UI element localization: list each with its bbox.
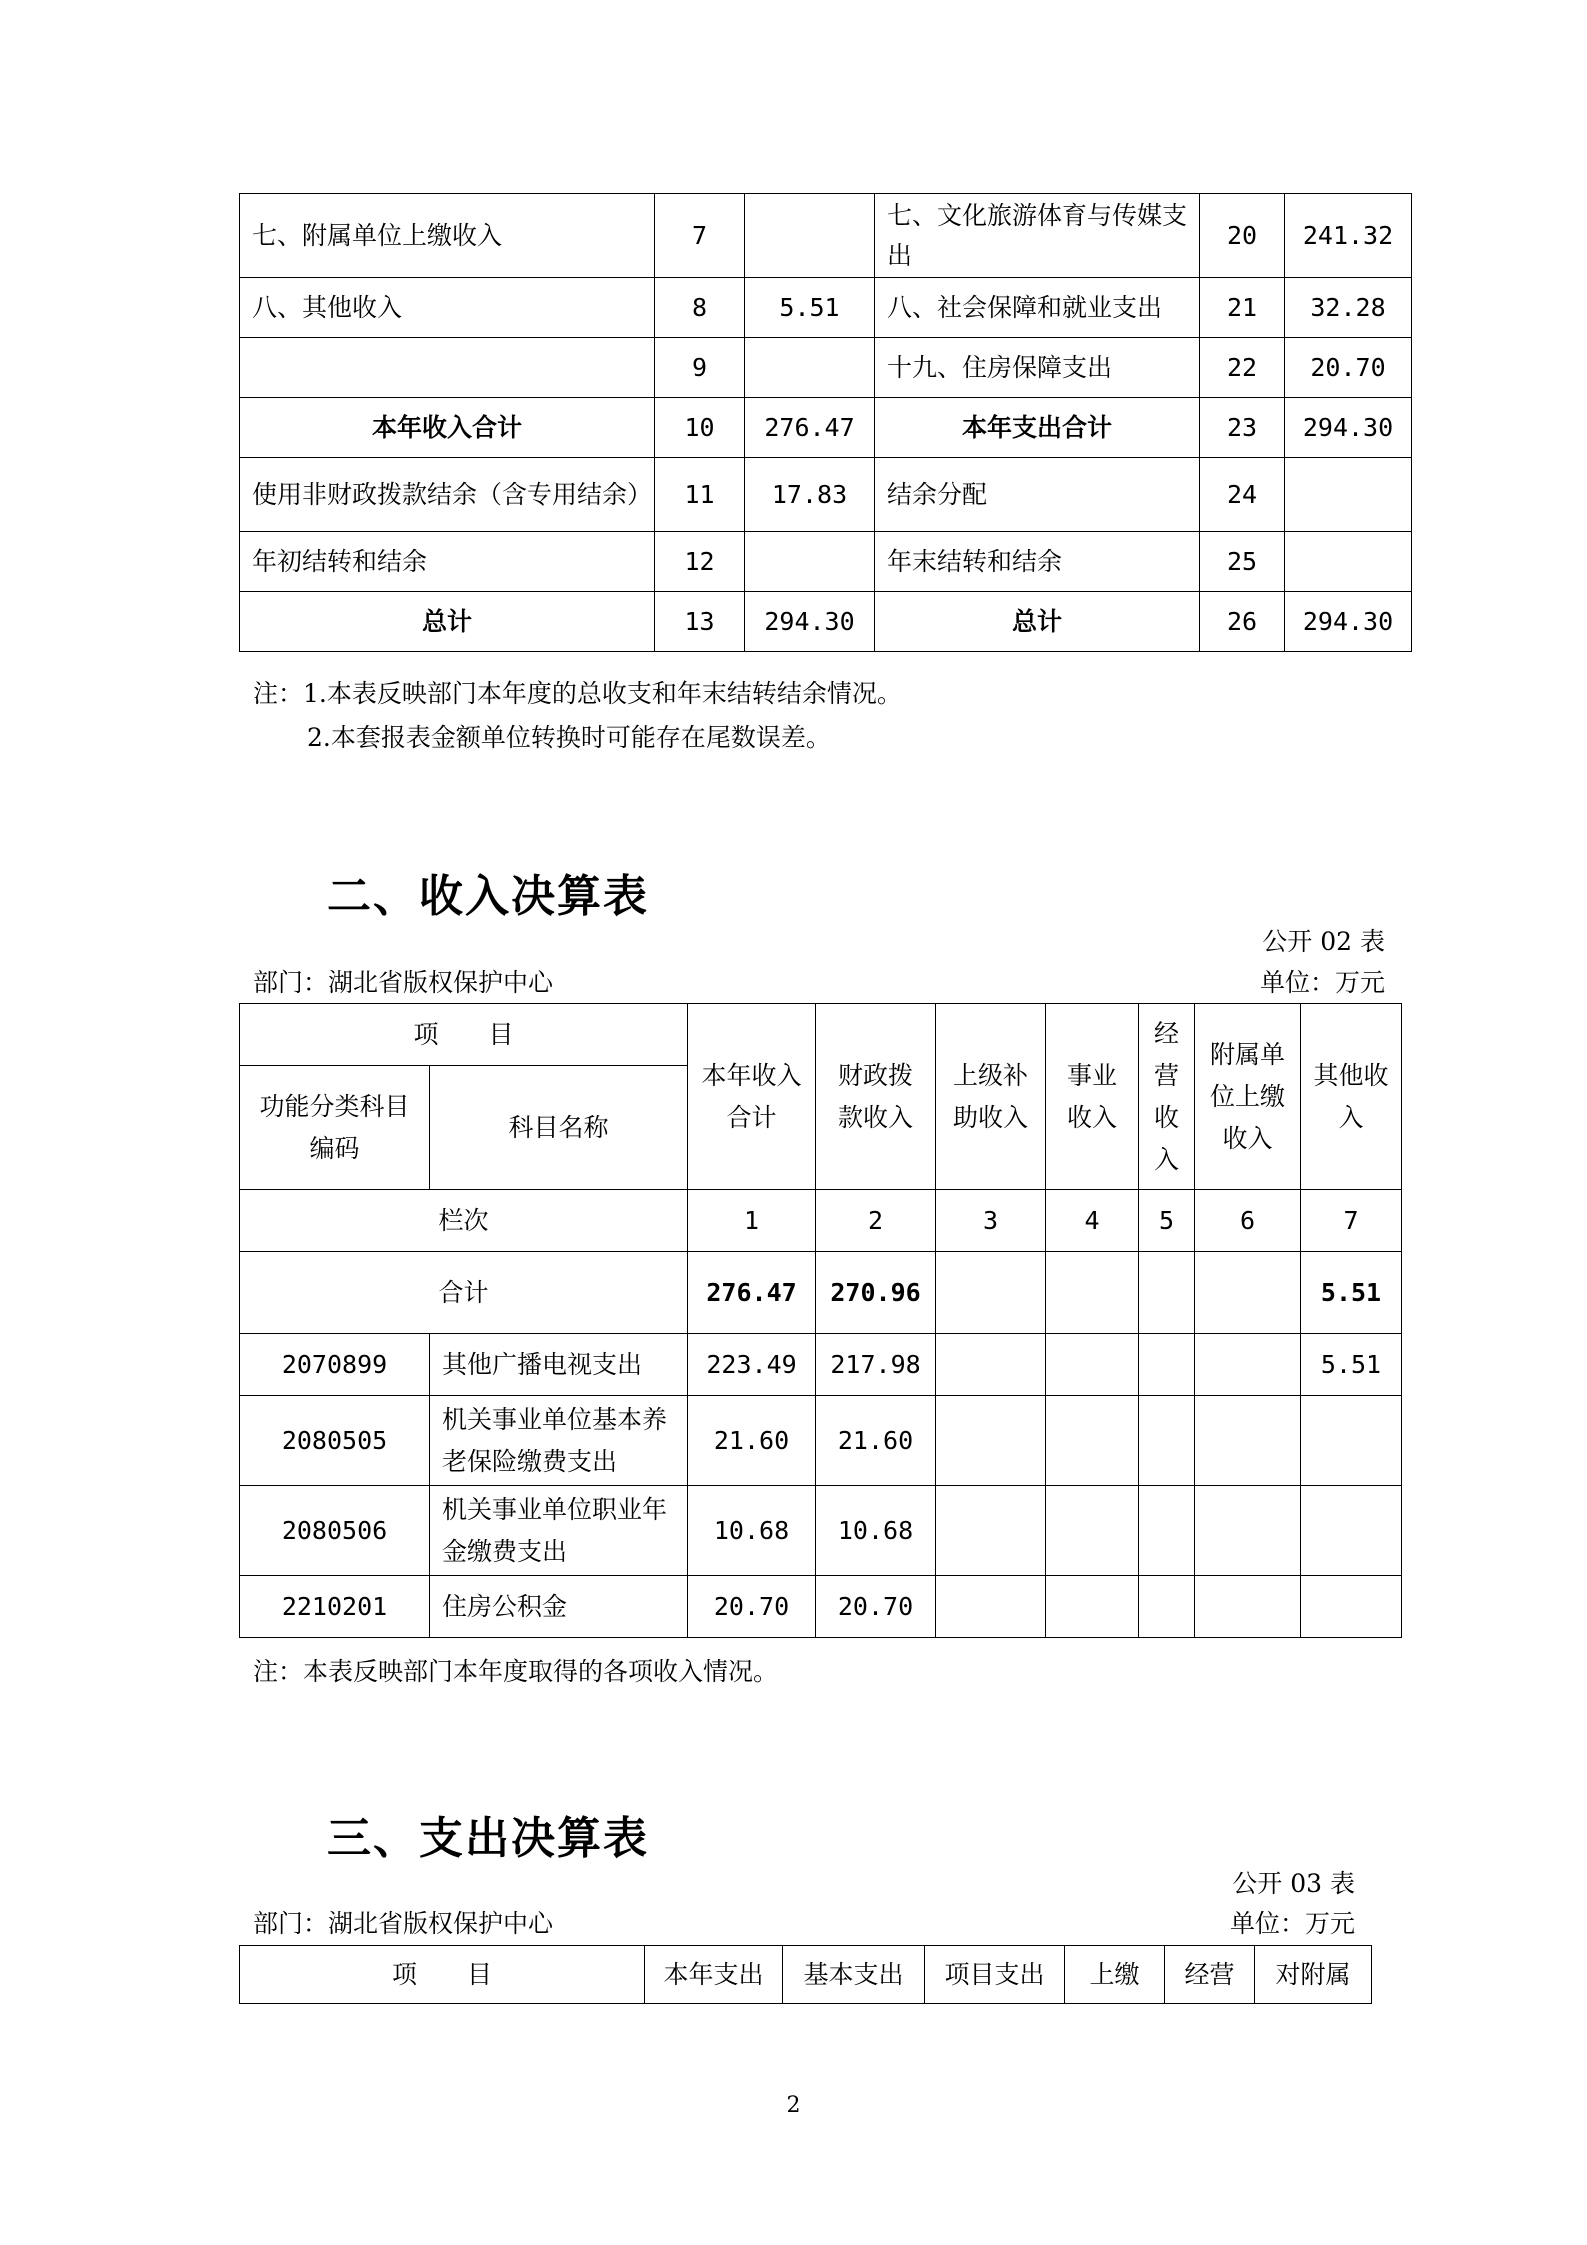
right-amount: 20.70 (1285, 338, 1412, 398)
column-number: 6 (1195, 1190, 1301, 1252)
superior-subsidy (936, 1486, 1046, 1576)
left-line-number: 10 (655, 398, 745, 458)
fiscal-appropriation: 20.70 (816, 1576, 936, 1638)
summary-row (240, 338, 1412, 398)
left-item: 八、其他收入 (240, 278, 655, 338)
right-line-number: 25 (1200, 532, 1285, 592)
header-fiscal-appropriation: 财政拨款收入 (816, 1004, 936, 1190)
left-line-number: 13 (655, 592, 745, 652)
column-number: 2 (816, 1190, 936, 1252)
total-c1: 276.47 (688, 1252, 816, 1334)
right-item: 年末结转和结余 (875, 532, 1200, 592)
business-income (1046, 1486, 1139, 1576)
other-income (1301, 1396, 1402, 1486)
left-amount (745, 338, 875, 398)
table1-note-2: 2.本套报表金额单位转换时可能存在尾数误差。 (307, 723, 831, 752)
total-c2: 270.96 (816, 1252, 936, 1334)
total-row (240, 1252, 1402, 1334)
subject-name: 住房公积金 (430, 1576, 688, 1638)
left-line-number: 8 (655, 278, 745, 338)
column-number: 1 (688, 1190, 816, 1252)
header-operating-income: 经营收入 (1139, 1004, 1195, 1190)
fiscal-appropriation: 10.68 (816, 1486, 936, 1576)
header-remittance: 上缴 (1065, 1946, 1165, 2004)
superior-subsidy (936, 1396, 1046, 1486)
right-line-number: 21 (1200, 278, 1285, 338)
right-amount: 241.32 (1285, 194, 1412, 278)
table1-note-1: 注：1.本表反映部门本年度的总收支和年末结转结余情况。 (253, 679, 902, 708)
total-income: 20.70 (688, 1576, 816, 1638)
right-amount (1285, 532, 1412, 592)
header-item: 项 目 (240, 1946, 645, 2004)
left-line-number: 9 (655, 338, 745, 398)
header-superior-subsidy: 上级补助收入 (936, 1004, 1046, 1190)
subject-code: 2210201 (240, 1576, 430, 1638)
summary-row (240, 592, 1412, 652)
column-number: 7 (1301, 1190, 1402, 1252)
operating-income (1139, 1576, 1195, 1638)
right-line-number: 22 (1200, 338, 1285, 398)
subordinate-income (1195, 1486, 1301, 1576)
subject-code: 2070899 (240, 1334, 430, 1396)
superior-subsidy (936, 1576, 1046, 1638)
summary-row (240, 194, 1412, 278)
right-item: 十九、住房保障支出 (875, 338, 1200, 398)
left-line-number: 7 (655, 194, 745, 278)
summary-row (240, 458, 1412, 532)
right-amount: 294.30 (1285, 398, 1412, 458)
total-income: 223.49 (688, 1334, 816, 1396)
column-number: 5 (1139, 1190, 1195, 1252)
summary-row (240, 532, 1412, 592)
right-line-number: 24 (1200, 458, 1285, 532)
section3-title: 三、支出决算表 (327, 1813, 649, 1864)
header-operating: 经营 (1165, 1946, 1255, 2004)
section3-form-number: 公开 03 表 (1232, 1869, 1355, 1898)
column-number: 3 (936, 1190, 1046, 1252)
subject-name: 机关事业单位基本养老保险缴费支出 (430, 1396, 688, 1486)
income-expense-summary-table (239, 193, 1412, 652)
left-item: 七、附属单位上缴收入 (240, 194, 655, 278)
table-row (240, 1486, 1402, 1576)
right-line-number: 23 (1200, 398, 1285, 458)
right-item: 本年支出合计 (875, 398, 1200, 458)
other-income: 5.51 (1301, 1334, 1402, 1396)
operating-income (1139, 1334, 1195, 1396)
left-item: 总计 (240, 592, 655, 652)
section3-unit: 单位：万元 (1229, 1909, 1355, 1938)
header-basic-expenditure: 基本支出 (783, 1946, 925, 2004)
expenditure-final-accounts-table (239, 1945, 1372, 2004)
left-line-number: 12 (655, 532, 745, 592)
right-line-number: 20 (1200, 194, 1285, 278)
business-income (1046, 1396, 1139, 1486)
left-line-number: 11 (655, 458, 745, 532)
total-income: 21.60 (688, 1396, 816, 1486)
left-amount: 17.83 (745, 458, 875, 532)
table-row (240, 1576, 1402, 1638)
subordinate-income (1195, 1576, 1301, 1638)
fiscal-appropriation: 21.60 (816, 1396, 936, 1486)
subject-code: 2080505 (240, 1396, 430, 1486)
section2-title: 二、收入决算表 (327, 871, 649, 922)
right-item: 总计 (875, 592, 1200, 652)
section2-department: 部门：湖北省版权保护中心 (253, 968, 554, 997)
subordinate-income (1195, 1396, 1301, 1486)
table-row (240, 1334, 1402, 1396)
right-amount: 294.30 (1285, 592, 1412, 652)
summary-row (240, 398, 1412, 458)
column-number: 4 (1046, 1190, 1139, 1252)
section2-form-number: 公开 02 表 (1262, 927, 1385, 956)
business-income (1046, 1334, 1139, 1396)
subject-code: 2080506 (240, 1486, 430, 1576)
header-total-expenditure: 本年支出 (645, 1946, 783, 2004)
header-item: 项 目 (240, 1004, 688, 1066)
right-amount: 32.28 (1285, 278, 1412, 338)
page-number: 2 (786, 2093, 801, 2118)
header-total-income: 本年收入合计 (688, 1004, 816, 1190)
total-income: 10.68 (688, 1486, 816, 1576)
header-subordinate: 对附属 (1255, 1946, 1372, 2004)
summary-row (240, 278, 1412, 338)
section2-note: 注：本表反映部门本年度取得的各项收入情况。 (253, 1657, 779, 1686)
left-item: 本年收入合计 (240, 398, 655, 458)
business-income (1046, 1576, 1139, 1638)
header-code: 功能分类科目编码 (240, 1066, 430, 1190)
income-final-accounts-table (239, 1003, 1402, 1638)
left-amount: 294.30 (745, 592, 875, 652)
right-item: 七、文化旅游体育与传媒支出 (875, 194, 1200, 278)
other-income (1301, 1486, 1402, 1576)
subject-name: 机关事业单位职业年金缴费支出 (430, 1486, 688, 1576)
total-c5 (1139, 1252, 1195, 1334)
right-item: 结余分配 (875, 458, 1200, 532)
left-item (240, 338, 655, 398)
right-item: 八、社会保障和就业支出 (875, 278, 1200, 338)
column-order-label: 栏次 (240, 1190, 688, 1252)
left-amount: 5.51 (745, 278, 875, 338)
header-project-expenditure: 项目支出 (925, 1946, 1065, 2004)
total-c7: 5.51 (1301, 1252, 1402, 1334)
section2-unit: 单位：万元 (1259, 968, 1385, 997)
left-amount: 276.47 (745, 398, 875, 458)
total-c4 (1046, 1252, 1139, 1334)
total-label: 合计 (240, 1252, 688, 1334)
total-c6 (1195, 1252, 1301, 1334)
left-item: 年初结转和结余 (240, 532, 655, 592)
subordinate-income (1195, 1334, 1301, 1396)
left-item: 使用非财政拨款结余（含专用结余） (240, 458, 655, 532)
header-business-income: 事业收入 (1046, 1004, 1139, 1190)
header-other-income: 其他收入 (1301, 1004, 1402, 1190)
right-line-number: 26 (1200, 592, 1285, 652)
left-amount (745, 532, 875, 592)
header-name: 科目名称 (430, 1066, 688, 1190)
section3-department: 部门：湖北省版权保护中心 (253, 1909, 554, 1938)
header-subordinate-income: 附属单位上缴收入 (1195, 1004, 1301, 1190)
left-amount (745, 194, 875, 278)
superior-subsidy (936, 1334, 1046, 1396)
table-row (240, 1396, 1402, 1486)
subject-name: 其他广播电视支出 (430, 1334, 688, 1396)
total-c3 (936, 1252, 1046, 1334)
right-amount (1285, 458, 1412, 532)
operating-income (1139, 1486, 1195, 1576)
other-income (1301, 1576, 1402, 1638)
fiscal-appropriation: 217.98 (816, 1334, 936, 1396)
operating-income (1139, 1396, 1195, 1486)
